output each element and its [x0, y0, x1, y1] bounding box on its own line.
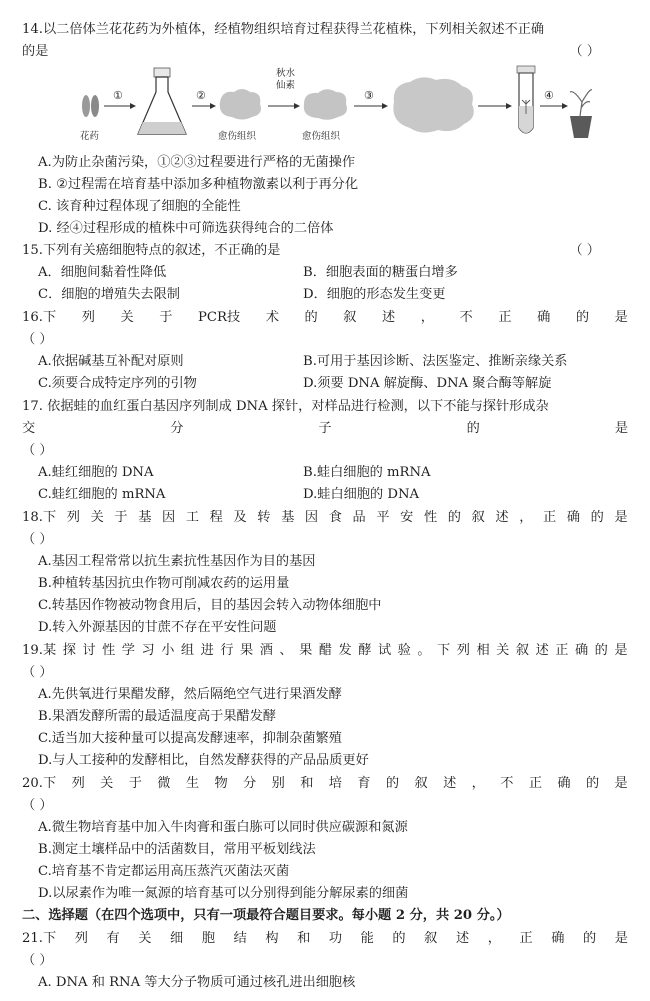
q18-w6: 工	[185, 510, 200, 525]
q14-option-c: C. 该育种过程体现了细胞的全能性	[38, 199, 241, 214]
tissue-mass-icon	[393, 77, 473, 132]
q21-option-a: A. DNA 和 RNA 等大分子物质可通过核孔进出细胞核	[38, 975, 356, 990]
q17-option-a: A.蛙红细胞的 DNA	[38, 465, 154, 480]
q18-w23: 的	[590, 510, 604, 525]
q19-w11: 酒	[259, 643, 273, 658]
label-callus-1: 愈伤组织	[218, 131, 257, 142]
arrow-colchicine-icon	[268, 103, 300, 109]
q18-w1: 列	[66, 510, 80, 525]
q16-options-row2	[38, 373, 628, 395]
q18-w24: 是	[614, 510, 628, 525]
q19-w14: 醋	[318, 643, 333, 658]
q18-w9: 转	[257, 510, 271, 525]
q19-w29: 是	[614, 643, 628, 658]
q20-option-c: C.培育基不肯定都运用高压蒸汽灭菌法灭菌	[38, 864, 290, 879]
q21-w6: 结	[233, 931, 247, 946]
q18-w16: 性	[423, 510, 438, 525]
q21-w10: 能	[360, 931, 374, 946]
q15-option-c: C．细胞的增殖失去限制	[38, 287, 180, 302]
q21-w17: 的	[583, 931, 597, 946]
q17-answer-paren: （ ）	[22, 443, 53, 458]
q20-w11: 育	[357, 776, 371, 791]
arrow-step4-icon	[540, 103, 568, 109]
q21-w7: 构	[265, 931, 279, 946]
q21-answer-paren: （ ）	[22, 953, 53, 968]
q19-w8: 进	[200, 643, 214, 658]
q14-tissue-culture-diagram	[72, 62, 592, 154]
q17-option-b: B.蛙白细胞的 mRNA	[303, 465, 431, 480]
q20-w2: 关	[100, 776, 114, 791]
q21-w18: 是	[614, 931, 628, 946]
q14-option-d: D. 经④过程形成的植株中可筛选获得纯合的二倍体	[38, 221, 334, 236]
q20-w5: 生	[185, 776, 200, 791]
q19-w10: 果	[240, 643, 254, 658]
q18-w20: ，	[519, 510, 533, 525]
q19-option-b: B.果酒发酵所需的最适温度高于果醋发酵	[38, 709, 277, 724]
q18-w10: 基	[281, 510, 295, 525]
q20-w1: 列	[71, 776, 85, 791]
treatment-label-line1: 秋水	[276, 68, 296, 79]
q19-option-d: D.与人工接种的发酵相比，自然发酵获得的产品品质更好	[38, 753, 369, 768]
q19-option-a: A.先供氧进行果醋发酵，然后隔绝空气进行果酒发酵	[38, 687, 342, 702]
q16-answer-paren: （ ）	[22, 332, 53, 347]
q19-w28: 的	[594, 643, 608, 658]
q16-option-d: D.须要 DNA 解旋酶、DNA 聚合酶等解旋	[303, 376, 552, 391]
q18-option-b: B.种植转基因抗虫作物可削减农药的运用量	[38, 576, 290, 591]
q18-w11: 因	[304, 510, 319, 525]
q20-option-d: D.以尿素作为唯一氮源的培育基可以分别得到能分解尿素的细菌	[38, 886, 409, 901]
q18-w2: 关	[90, 510, 104, 525]
q18-w3: 于	[114, 510, 128, 525]
q19-w18: 验	[397, 643, 411, 658]
q21-w14: ，	[487, 931, 501, 946]
q18-w15: 安	[400, 510, 414, 525]
q15-option-b: B．细胞表面的糖蛋白增多	[303, 265, 458, 280]
q19-w22: 相	[476, 643, 490, 658]
q19-w12: 、	[279, 643, 293, 658]
q14-stem-line2-text: 的是	[22, 44, 49, 59]
q19-w0: 19.某	[22, 643, 57, 658]
q20-w10: 培	[328, 776, 342, 791]
q16-w13: 的	[575, 310, 590, 325]
arrow-step2-icon	[192, 103, 216, 109]
q21-w12: 叙	[424, 931, 438, 946]
q16-w6: 的	[304, 310, 318, 325]
arrow-step3-icon	[354, 103, 388, 109]
q20-w9: 和	[300, 776, 314, 791]
q14-stem-line1: 14.以二倍体兰花花药为外植体，经植物组织培育过程获得兰花植株，下列相关叙述不正确	[22, 22, 545, 37]
q14-answer-paren: （ ）	[569, 44, 600, 59]
q21-stem	[22, 928, 628, 950]
q18-option-d: D.转入外源基因的甘蔗不存在平安性问题	[38, 620, 277, 635]
q20-w7: 分	[243, 776, 257, 791]
q21-w0: 21.下	[22, 931, 57, 946]
q16-option-a: A.依据碱基互补配对原则	[38, 354, 184, 369]
q19-w7: 组	[180, 643, 195, 658]
q19-w23: 关	[496, 643, 510, 658]
q20-w19: 的	[585, 776, 600, 791]
q19-w16: 酵	[358, 643, 372, 658]
q19-w5: 习	[141, 643, 155, 658]
q17-w1: 分	[170, 421, 184, 436]
anther-icon	[82, 95, 99, 117]
flask-icon	[138, 68, 186, 134]
q15-answer-paren: （ ）	[569, 243, 600, 258]
q19-w2: 讨	[82, 643, 96, 658]
q20-w4: 微	[157, 776, 171, 791]
q20-w0: 20.下	[22, 776, 57, 791]
q20-option-a: A.微生物培育基中加入牛肉膏和蛋白胨可以同时供应碳源和氮源	[38, 820, 408, 835]
q18-option-c: C.转基因作物被动物食用后，目的基因会转入动物体细胞中	[38, 598, 382, 613]
q19-answer-paren: （ ）	[22, 665, 53, 680]
q16-w8: 述	[382, 310, 396, 325]
q20-w20: 是	[614, 776, 628, 791]
q17-options-row2	[38, 484, 628, 506]
q16-w0: 16.下	[22, 310, 57, 325]
q16-option-b: B.可用于基因诊断、法医鉴定、推断亲缘关系	[303, 354, 568, 369]
q15-options-row1	[38, 262, 628, 284]
q19-w26: 正	[555, 643, 569, 658]
q19-w19: 。	[417, 643, 431, 658]
q18-w19: 述	[495, 510, 509, 525]
q21-w8: 和	[297, 931, 311, 946]
q19-w20: 下	[437, 643, 451, 658]
test-tube-icon	[517, 66, 535, 133]
q17-option-d: D.蛙白细胞的 DNA	[303, 487, 420, 502]
q16-w5: 术	[265, 310, 279, 325]
q21-w15: 正	[519, 931, 533, 946]
treatment-label-line2: 仙素	[276, 80, 296, 91]
q18-w4: 基	[138, 510, 152, 525]
q19-w27: 确	[574, 643, 589, 658]
q20-w17: 正	[528, 776, 542, 791]
q18-w18: 叙	[471, 510, 485, 525]
q17-option-c: C.蛙红细胞的 mRNA	[38, 487, 166, 502]
q18-w17: 的	[447, 510, 461, 525]
q15-stem	[22, 240, 628, 262]
q17-stem-line1: 17. 依据蛙的血红蛋白基因序列制成 DNA 探针，对样品进行检测，以下不能与探针形成杂	[22, 399, 549, 414]
q14-option-b: B. ②过程需在培育基中添加多种植物激素以利于再分化	[38, 177, 359, 192]
q20-w12: 的	[385, 776, 400, 791]
q21-w11: 的	[392, 931, 406, 946]
q20-w14: 述	[443, 776, 457, 791]
q15-option-a: A．细胞间黏着性降低	[38, 265, 167, 280]
q19-w24: 叙	[515, 643, 530, 658]
q16-w11: 正	[498, 310, 512, 325]
label-anther: 花药	[80, 131, 100, 142]
q17-w4: 是	[614, 421, 628, 436]
q21-w5: 胞	[201, 931, 215, 946]
q18-stem	[22, 507, 628, 529]
label-callus-2: 愈伤组织	[302, 131, 341, 142]
q14-diagram-svg	[72, 62, 592, 154]
q19-w21: 列	[456, 643, 470, 658]
q16-w14: 是	[614, 310, 628, 325]
q17-w3: 的	[466, 421, 480, 436]
q14-stem-line2	[22, 41, 628, 63]
q17-options-row1	[38, 462, 628, 484]
q18-w0: 18.下	[22, 510, 57, 525]
q19-w6: 小	[161, 643, 175, 658]
q19-option-c: C.适当加大接种量可以提高发酵速率，抑制杂菌繁殖	[38, 731, 342, 746]
q16-w12: 确	[537, 310, 551, 325]
q15-stem-text: 15.下列有关癌细胞特点的叙述，不正确的是	[22, 243, 281, 258]
q16-w10: 不	[459, 310, 473, 325]
arrow-step1-icon	[104, 103, 136, 109]
q19-w17: 试	[377, 643, 392, 658]
q16-w4: PCR技	[198, 310, 241, 325]
step4-label: ④	[544, 89, 554, 102]
q20-w3: 于	[128, 776, 142, 791]
q16-w9: ，	[420, 310, 434, 325]
q18-answer-paren: （ ）	[22, 532, 53, 547]
q18-w14: 平	[376, 510, 390, 525]
section2-heading: 二、选择题（在四个选项中，只有一项最符合题目要求。每小题 2 分，共 20 分。）	[22, 908, 510, 923]
q21-w1: 列	[74, 931, 88, 946]
step3-label: ③	[364, 89, 374, 102]
q19-w4: 学	[121, 643, 135, 658]
q16-w7: 叙	[343, 310, 357, 325]
q16-w1: 列	[81, 310, 95, 325]
q20-w18: 确	[557, 776, 571, 791]
q19-w1: 探	[62, 643, 76, 658]
q18-w5: 因	[162, 510, 176, 525]
step1-label: ①	[113, 89, 123, 102]
q18-option-a: A.基因工程常常以抗生素抗性基因作为目的基因	[38, 554, 316, 569]
q19-w25: 述	[535, 643, 549, 658]
q21-w3: 关	[138, 931, 152, 946]
q19-stem	[22, 640, 628, 662]
callus-icon-2	[304, 89, 347, 120]
arrow-to-tube-icon	[478, 103, 512, 109]
q18-w7: 程	[209, 510, 223, 525]
q14-option-a: A.为防止杂菌污染，①②③过程要进行严格的无菌操作	[38, 155, 356, 170]
q18-w21: 正	[543, 510, 557, 525]
q20-stem	[22, 773, 628, 795]
q17-stem-line2	[22, 418, 628, 440]
step2-label: ②	[196, 89, 206, 102]
q16-option-c: C.须要合成特定序列的引物	[38, 376, 197, 391]
q19-w13: 果	[299, 643, 313, 658]
q21-w16: 确	[551, 931, 565, 946]
q20-answer-paren: （ ）	[22, 798, 53, 813]
q21-w2: 有	[106, 931, 120, 946]
q20-w15: ，	[471, 776, 485, 791]
q20-w8: 别	[271, 776, 285, 791]
q19-w9: 行	[220, 643, 234, 658]
q18-w13: 品	[352, 510, 366, 525]
q21-w9: 功	[328, 931, 343, 946]
q18-w12: 食	[328, 510, 342, 525]
q16-w2: 关	[120, 310, 134, 325]
q15-options-row2	[38, 284, 628, 306]
q21-w13: 述	[455, 931, 470, 946]
q15-option-d: D．细胞的形态发生变更	[303, 287, 446, 302]
q19-w3: 性	[102, 643, 116, 658]
q18-w8: 及	[233, 510, 247, 525]
q16-options-row1	[38, 351, 628, 373]
q20-option-b: B.测定土壤样品中的活菌数目，常用平板划线法	[38, 842, 316, 857]
q18-w22: 确	[566, 510, 581, 525]
q19-w15: 发	[338, 643, 352, 658]
q20-w6: 物	[214, 776, 228, 791]
potted-plant-icon	[570, 90, 592, 138]
q20-w16: 不	[500, 776, 514, 791]
q21-w4: 细	[170, 931, 184, 946]
callus-icon-1	[220, 89, 261, 120]
q16-w3: 于	[159, 310, 173, 325]
q16-stem	[22, 307, 628, 329]
q17-w0: 交	[22, 421, 36, 436]
q20-w13: 叙	[414, 776, 428, 791]
q17-w2: 子	[318, 421, 332, 436]
